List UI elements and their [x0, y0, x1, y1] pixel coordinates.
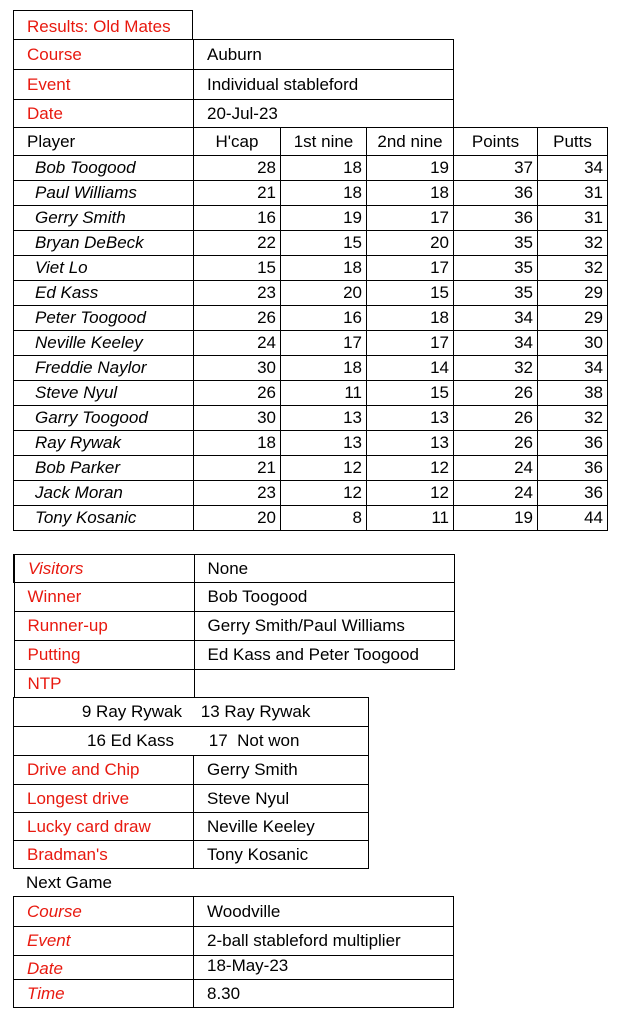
first-nine-cell: 12 [281, 481, 367, 506]
putts-cell: 36 [538, 431, 608, 456]
event-value: Individual stableford [194, 70, 454, 100]
hcap-cell: 30 [194, 356, 281, 381]
player-name: Paul Williams [14, 181, 194, 206]
runnerup-label: Runner-up [14, 612, 194, 641]
putts-cell: 36 [538, 456, 608, 481]
first-nine-cell: 13 [281, 431, 367, 456]
hcap-cell: 18 [194, 431, 281, 456]
points-cell: 35 [454, 231, 538, 256]
points-cell: 34 [454, 331, 538, 356]
player-name: Tony Kosanic [14, 506, 194, 531]
points-cell: 37 [454, 156, 538, 181]
points-cell: 19 [454, 506, 538, 531]
hcap-cell: 22 [194, 231, 281, 256]
ntp-table [13, 697, 369, 756]
player-name: Gerry Smith [14, 206, 194, 231]
points-cell: 32 [454, 356, 538, 381]
first-nine-cell: 13 [281, 406, 367, 431]
date-label: Date [14, 100, 194, 128]
points-cell: 24 [454, 456, 538, 481]
next-time-value: 8.30 [194, 980, 454, 1008]
putts-cell: 32 [538, 256, 608, 281]
table-row [14, 481, 608, 506]
putts-cell: 34 [538, 356, 608, 381]
player-name: Steve Nyul [14, 381, 194, 406]
table-row [14, 181, 608, 206]
putting-label: Putting [14, 641, 194, 670]
next-date-value: 18-May-23 [194, 956, 454, 980]
first-nine-cell: 18 [281, 181, 367, 206]
hcap-cell: 23 [194, 281, 281, 306]
winner-label: Winner [14, 583, 194, 612]
player-name: Bob Parker [14, 456, 194, 481]
course-value: Auburn [194, 40, 454, 70]
col-points: Points [454, 128, 538, 156]
ntp-entry-2: 13 Ray Rywak [200, 702, 311, 721]
lucky-card-value: Neville Keeley [194, 813, 369, 841]
table-row [14, 281, 608, 306]
next-course-label: Course [14, 897, 194, 927]
first-nine-cell: 20 [281, 281, 367, 306]
player-name: Viet Lo [14, 256, 194, 281]
putts-cell: 29 [538, 281, 608, 306]
header-table [13, 39, 454, 128]
putts-cell: 31 [538, 206, 608, 231]
hcap-cell: 21 [194, 456, 281, 481]
ntp-row-1 [14, 698, 369, 727]
table-row [14, 256, 608, 281]
points-cell: 26 [454, 406, 538, 431]
results-header-row [14, 128, 608, 156]
second-nine-cell: 17 [367, 206, 454, 231]
points-cell: 36 [454, 206, 538, 231]
second-nine-cell: 15 [367, 381, 454, 406]
putts-cell: 29 [538, 306, 608, 331]
second-nine-cell: 13 [367, 406, 454, 431]
points-cell: 36 [454, 181, 538, 206]
first-nine-cell: 12 [281, 456, 367, 481]
second-nine-cell: 15 [367, 281, 454, 306]
first-nine-cell: 18 [281, 156, 367, 181]
event-label: Event [14, 70, 194, 100]
hcap-cell: 16 [194, 206, 281, 231]
putts-cell: 31 [538, 181, 608, 206]
first-nine-cell: 11 [281, 381, 367, 406]
points-cell: 35 [454, 281, 538, 306]
table-row [14, 456, 608, 481]
table-row [14, 381, 608, 406]
side-awards-table [13, 755, 369, 869]
next-event-label: Event [14, 927, 194, 956]
second-nine-cell: 12 [367, 481, 454, 506]
putts-cell: 32 [538, 231, 608, 256]
col-putts: Putts [538, 128, 608, 156]
player-name: Garry Toogood [14, 406, 194, 431]
putts-cell: 44 [538, 506, 608, 531]
player-name: Neville Keeley [14, 331, 194, 356]
first-nine-cell: 16 [281, 306, 367, 331]
putts-cell: 36 [538, 481, 608, 506]
bradman-label: Bradman's [14, 841, 194, 869]
results-body [14, 156, 608, 531]
first-nine-cell: 18 [281, 256, 367, 281]
first-nine-cell: 19 [281, 206, 367, 231]
putts-cell: 38 [538, 381, 608, 406]
hcap-cell: 30 [194, 406, 281, 431]
table-row [14, 156, 608, 181]
putts-cell: 32 [538, 406, 608, 431]
table-row [14, 506, 608, 531]
second-nine-cell: 17 [367, 331, 454, 356]
player-name: Peter Toogood [14, 306, 194, 331]
first-nine-cell: 18 [281, 356, 367, 381]
second-nine-cell: 18 [367, 181, 454, 206]
title-cell [13, 10, 193, 39]
table-row [14, 356, 608, 381]
hcap-cell: 24 [194, 331, 281, 356]
table-row [14, 306, 608, 331]
next-course-value: Woodville [194, 897, 454, 927]
sheet-title: Results: Old Mates [27, 17, 171, 36]
longest-drive-value: Steve Nyul [194, 785, 369, 813]
player-name: Ed Kass [14, 281, 194, 306]
hcap-cell: 23 [194, 481, 281, 506]
col-second-nine: 2nd nine [367, 128, 454, 156]
hcap-cell: 28 [194, 156, 281, 181]
first-nine-cell: 17 [281, 331, 367, 356]
ntp-entry-1: 9 Ray Rywak [81, 702, 182, 721]
next-game-heading: Next Game [26, 873, 112, 892]
putts-cell: 34 [538, 156, 608, 181]
longest-drive-label: Longest drive [14, 785, 194, 813]
second-nine-cell: 18 [367, 306, 454, 331]
player-name: Jack Moran [14, 481, 194, 506]
table-row [14, 431, 608, 456]
table-row [14, 331, 608, 356]
player-name: Ray Rywak [14, 431, 194, 456]
hcap-cell: 15 [194, 256, 281, 281]
table-row [14, 206, 608, 231]
col-player: Player [14, 128, 194, 156]
ntp-row-2 [14, 727, 369, 756]
hcap-cell: 20 [194, 506, 281, 531]
drive-chip-value: Gerry Smith [194, 756, 369, 785]
results-table [13, 127, 608, 531]
putts-cell: 30 [538, 331, 608, 356]
points-cell: 34 [454, 306, 538, 331]
table-row [14, 231, 608, 256]
first-nine-cell: 8 [281, 506, 367, 531]
ntp-entry-4: 17 Not won [208, 731, 300, 750]
table-row [14, 406, 608, 431]
points-cell: 24 [454, 481, 538, 506]
drive-chip-label: Drive and Chip [14, 756, 194, 785]
next-time-label: Time [14, 980, 194, 1008]
next-game-table [13, 896, 454, 1008]
second-nine-cell: 20 [367, 231, 454, 256]
second-nine-cell: 13 [367, 431, 454, 456]
lucky-card-label: Lucky card draw [14, 813, 194, 841]
second-nine-cell: 19 [367, 156, 454, 181]
points-cell: 26 [454, 431, 538, 456]
awards-table [13, 554, 455, 698]
ntp-entry-3: 16 Ed Kass [87, 731, 174, 750]
hcap-cell: 26 [194, 306, 281, 331]
player-name: Bob Toogood [14, 156, 194, 181]
second-nine-cell: 14 [367, 356, 454, 381]
player-name: Bryan DeBeck [14, 231, 194, 256]
col-first-nine: 1st nine [281, 128, 367, 156]
points-cell: 35 [454, 256, 538, 281]
hcap-cell: 21 [194, 181, 281, 206]
col-hcap: H'cap [194, 128, 281, 156]
next-event-value: 2-ball stableford multiplier [194, 927, 454, 956]
putting-value: Ed Kass and Peter Toogood [194, 641, 454, 670]
next-date-label: Date [14, 956, 194, 980]
first-nine-cell: 15 [281, 231, 367, 256]
date-value: 20-Jul-23 [194, 100, 454, 128]
bradman-value: Tony Kosanic [194, 841, 369, 869]
player-name: Freddie Naylor [14, 356, 194, 381]
points-cell: 26 [454, 381, 538, 406]
second-nine-cell: 12 [367, 456, 454, 481]
visitors-value: None [194, 555, 454, 583]
ntp-label: NTP [14, 670, 194, 698]
course-label: Course [14, 40, 194, 70]
visitors-label: Visitors [14, 555, 194, 583]
hcap-cell: 26 [194, 381, 281, 406]
second-nine-cell: 17 [367, 256, 454, 281]
winner-value: Bob Toogood [194, 583, 454, 612]
second-nine-cell: 11 [367, 506, 454, 531]
runnerup-value: Gerry Smith/Paul Williams [194, 612, 454, 641]
